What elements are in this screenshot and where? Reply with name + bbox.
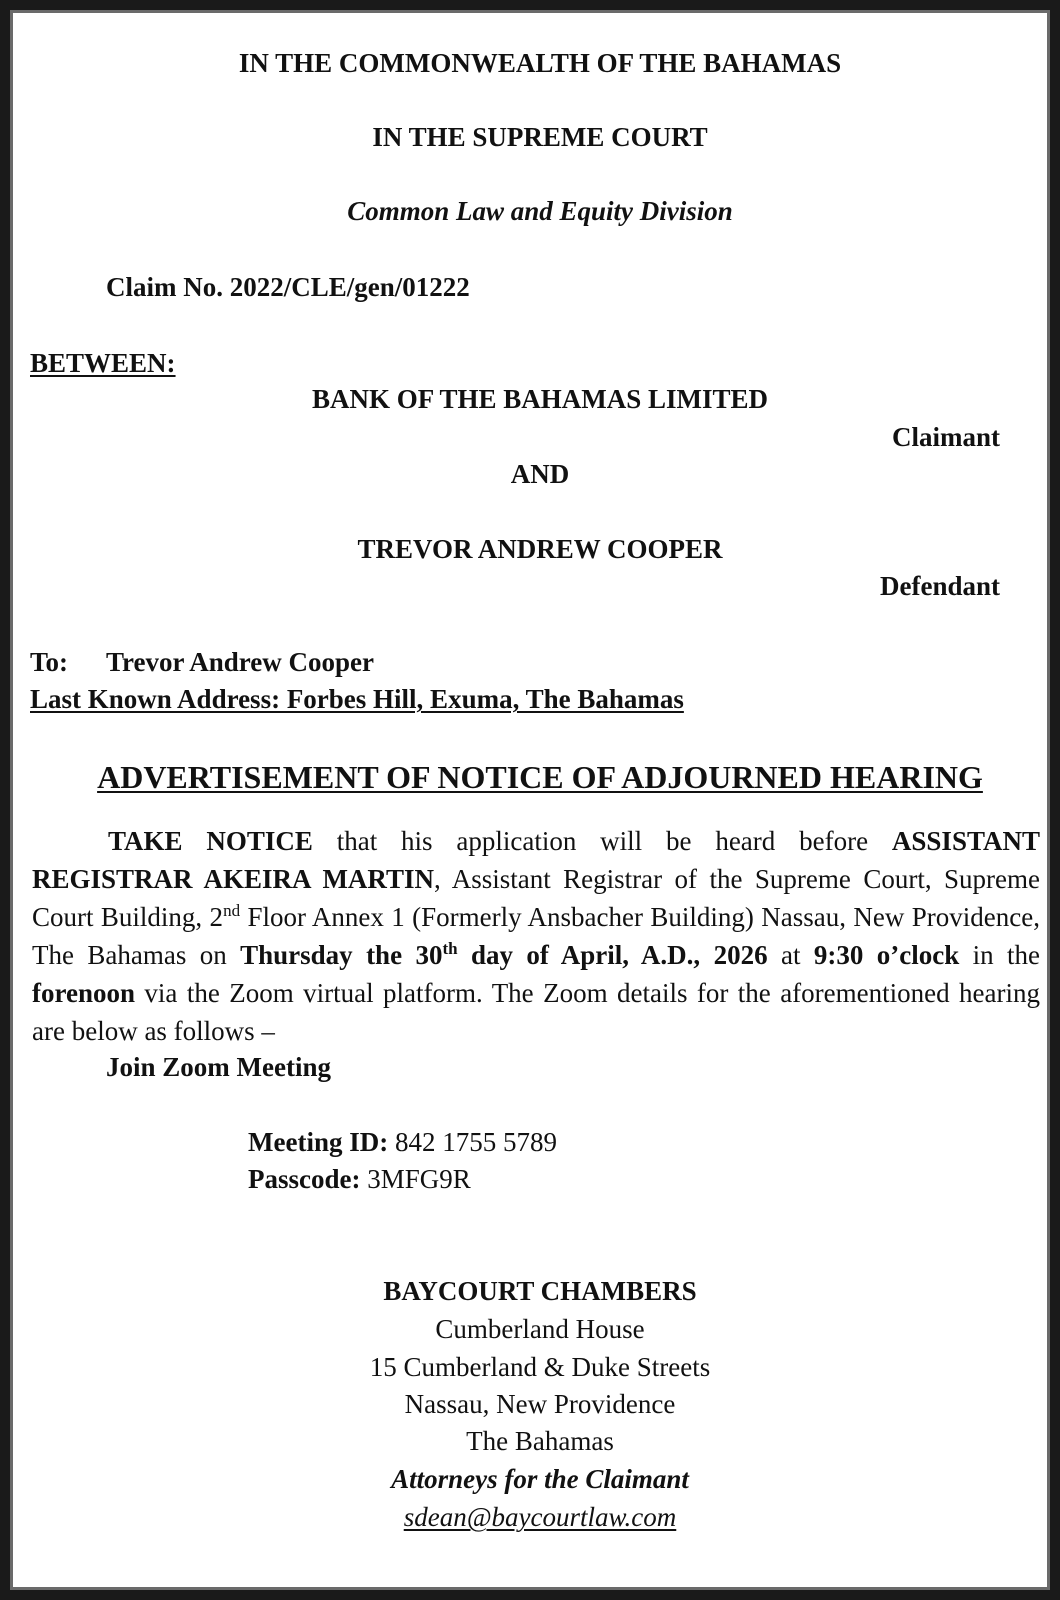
addressee-address: Last Known Address: Forbes Hill, Exuma, The Bahamas xyxy=(30,684,684,714)
firm-address-line: Nassau, New Providence xyxy=(404,1389,676,1419)
to-label: To: xyxy=(30,647,69,677)
meeting-id-value[interactable]: 842 1755 5789 xyxy=(394,1127,557,1157)
and-label: AND xyxy=(510,459,570,489)
body-text-6: via the Zoom virtual platform. The Zoom details for the aforementioned hearing are below as follows – xyxy=(32,978,1040,1046)
meeting-id-label: Meeting ID: xyxy=(248,1127,389,1157)
body-text-2: , Assistant Registrar of the Supreme Court, Supreme Court Building, 2 xyxy=(32,864,1040,932)
firm-address-line: 15 Cumberland & Duke Streets xyxy=(369,1352,711,1382)
sup-nd: nd xyxy=(223,901,241,920)
forenoon: forenoon xyxy=(32,978,136,1008)
court-jurisdiction: IN THE COMMONWEALTH OF THE BAHAMAS xyxy=(238,48,842,78)
firm-name: BAYCOURT CHAMBERS xyxy=(383,1276,697,1306)
court-division: Common Law and Equity Division xyxy=(347,196,733,226)
claimant-role: Claimant xyxy=(892,422,1000,452)
passcode-line xyxy=(248,1166,471,1193)
hearing-date-a: Thursday the 30 xyxy=(240,940,443,970)
passcode-label: Passcode: xyxy=(248,1164,361,1194)
body-text-4: at xyxy=(767,940,814,970)
notice-body xyxy=(32,822,1040,1050)
notice-title: ADVERTISEMENT OF NOTICE OF ADJOURNED HEARING xyxy=(97,759,983,795)
hearing-date-b: day of April, A.D., 2026 xyxy=(457,940,768,970)
join-zoom-label: Join Zoom Meeting xyxy=(106,1052,331,1082)
hearing-time: 9:30 o’clock xyxy=(813,940,960,970)
firm-email-link[interactable]: sdean@baycourtlaw.com xyxy=(403,1502,677,1532)
court-name: IN THE SUPREME COURT xyxy=(372,122,708,152)
body-text-3: Floor Annex 1 (Formerly Ansbacher Building) Nassau, New Providence, The Bahamas on xyxy=(32,902,1040,970)
sup-th: th xyxy=(442,939,458,958)
registrar-name: ASSISTANT REGISTRAR AKEIRA MARTIN xyxy=(32,826,1040,894)
defendant-name: TREVOR ANDREW COOPER xyxy=(357,534,723,564)
firm-address-line: The Bahamas xyxy=(466,1426,614,1456)
passcode-value[interactable]: 3MFG9R xyxy=(367,1164,471,1194)
body-text-1: that his application will be heard before xyxy=(312,826,892,856)
body-text-5: in the xyxy=(959,940,1041,970)
take-notice: TAKE NOTICE xyxy=(108,826,313,856)
addressee-name: Trevor Andrew Cooper xyxy=(106,647,374,677)
claim-number: Claim No. 2022/CLE/gen/01222 xyxy=(106,272,470,302)
firm-role: Attorneys for the Claimant xyxy=(391,1464,689,1494)
meeting-id-line xyxy=(248,1129,557,1156)
firm-address-line: Cumberland House xyxy=(435,1314,645,1344)
between-label: BETWEEN: xyxy=(30,348,176,378)
claimant-name: BANK OF THE BAHAMAS LIMITED xyxy=(311,384,769,414)
firm-email-line xyxy=(10,1504,1060,1531)
defendant-role: Defendant xyxy=(880,571,1000,601)
